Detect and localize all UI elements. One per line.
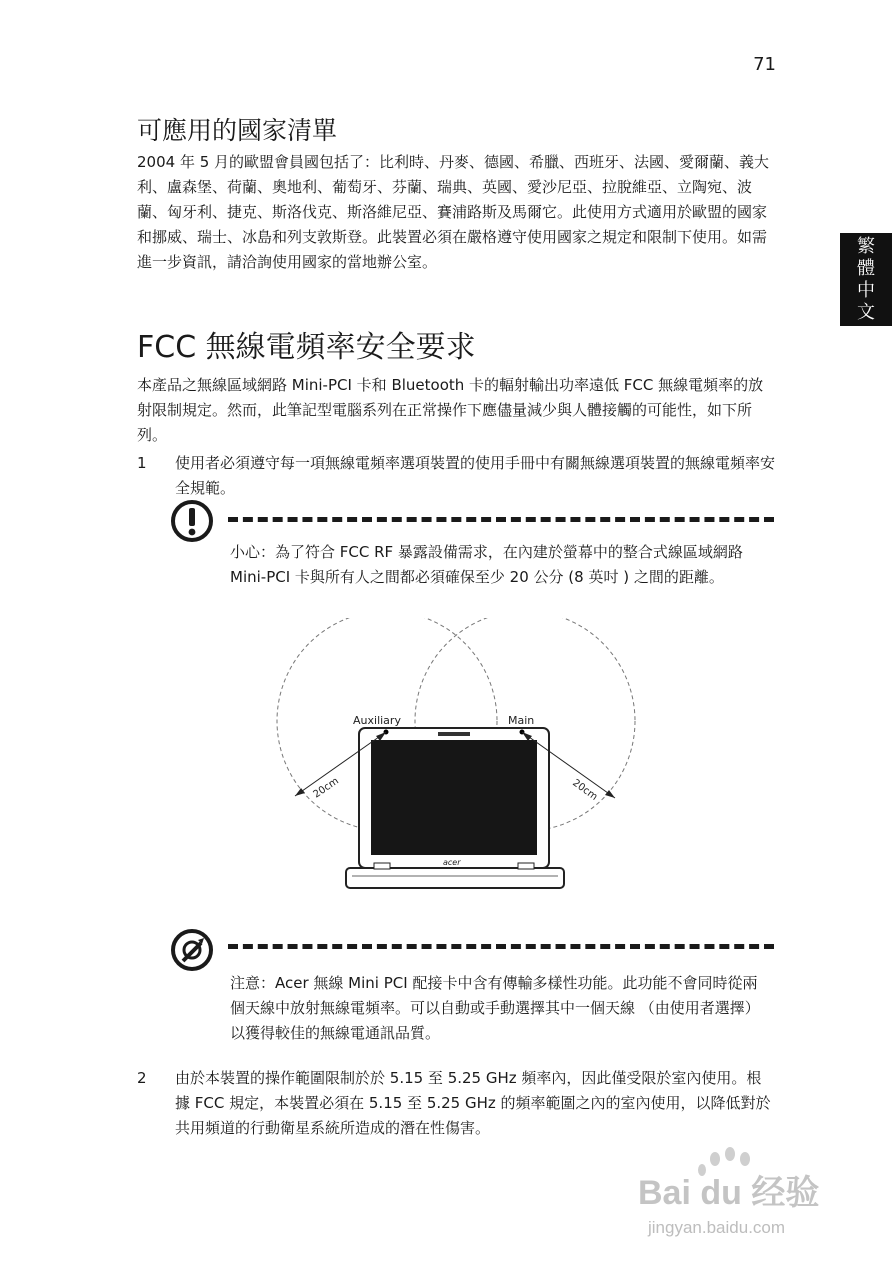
antenna-distance-diagram [270,618,640,897]
list-item-number: 1 [137,454,147,472]
list-item-number: 2 [137,1069,147,1087]
left-distance-label: 20cm [311,775,341,801]
note-icon [170,928,214,976]
caution-icon [170,499,214,547]
countries-paragraph: 2004 年 5 月的歐盟會員國包括了：比利時、丹麥、德國、希臘、西班牙、法國、愛爾蘭、義大利、盧森堡、荷蘭、奧地利、葡萄牙、芬蘭、瑞典、英國、愛沙尼亞、拉脫維亞、立陶宛、波蘭、匈牙利、捷克、斯洛伐克、斯洛維尼亞、賽浦路斯及馬爾它。此使用方式適用於歐盟的國家和挪威、瑞士、冰島和列支敦斯登。此裝置必須在嚴格遵守使用國家之規定和限制下使用。如需進一步資訊，請洽詢使用國家的當地辦公室。 [137,153,770,271]
right-distance-label: 20cm [570,777,600,803]
main-label: Main [508,714,535,727]
countries-heading: 可應用的國家清單 [137,116,338,145]
note-text: 注意：Acer 無線 Mini PCI 配接卡中含有傳輸多樣性功能。此功能不會同時從兩個天線中放射無線電頻率。可以自動或手動選擇其中一個天線 （由使用者選擇）以獲得較佳的無線電通訊品質。 [230,974,760,1042]
list-item-text: 由於本裝置的操作範圍限制於於 5.15 至 5.25 GHz 頻率內，因此僅受限於室內使用。根據 FCC 規定，本裝置必須在 5.15 至 5.25 GHz 的頻率範圍之內的室內使用，以降低對於共用頻道的行動衛星系統所造成的潛在性傷害。 [175,1069,771,1137]
page-number: 71 [753,54,776,75]
brand-logo: acer [443,858,461,867]
side-tab-char: 繁 [857,236,875,257]
caution-divider [228,517,774,522]
language-side-tab [840,233,892,326]
note-divider [228,944,774,949]
list-item-text: 使用者必須遵守每一項無線電頻率選項裝置的使用手冊中有關無線選項裝置的無線電頻率安全規範。 [175,454,776,497]
auxiliary-label: Auxiliary [353,714,401,727]
baidu-watermark-logo [620,1146,870,1218]
fcc-heading: FCC 無線電頻率安全要求 [137,330,476,365]
caution-text: 小心：為了符合 FCC RF 暴露設備需求，在內建於螢幕中的整合式線區域網路 Mini-PCI 卡與所有人之間都必須確保至少 20 公分 (8 英吋 ) 之間的距離。 [230,543,743,586]
side-tab-char: 體 [857,258,875,279]
side-tab-char: 文 [857,302,875,323]
watermark-logo-text: Bai du 经验 [638,1174,820,1212]
watermark-url: jingyan.baidu.com [648,1218,786,1237]
side-tab-char: 中 [857,280,875,301]
fcc-intro-paragraph: 本產品之無線區域網路 Mini-PCI 卡和 Bluetooth 卡的輻射輸出功率遠低 FCC 無線電頻率的放射限制規定。然而，此筆記型電腦系列在正常操作下應儘量減少與人體接觸的可能性，如下所列。 [137,376,764,444]
